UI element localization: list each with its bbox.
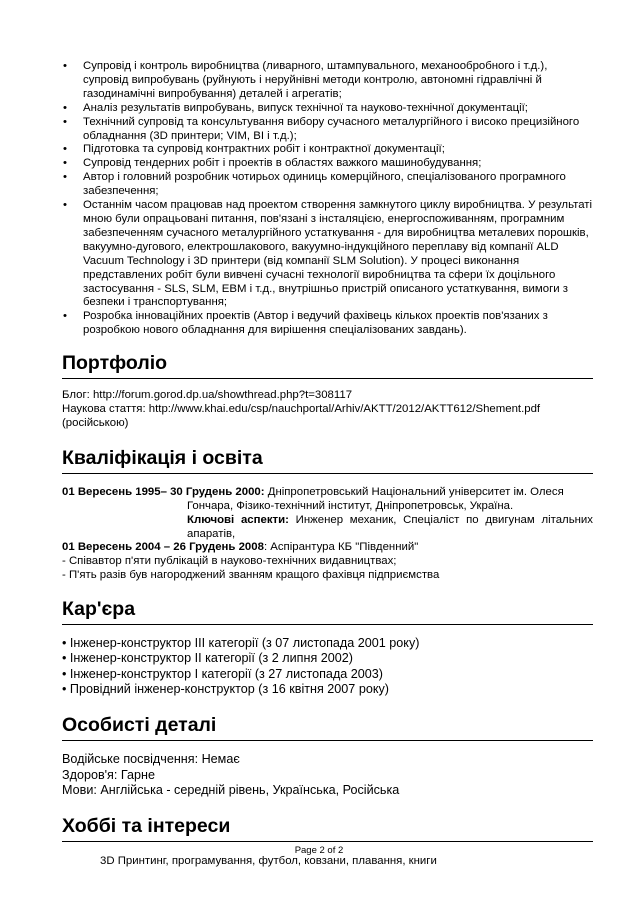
languages-line: Мови: Англійська - середній рівень, Українська, Російська bbox=[62, 782, 400, 797]
key-aspects: Ключові аспекти: Инженер механик, Спеціаліст по двигунам літальних апаратів, bbox=[187, 513, 593, 540]
note-publications: - Співавтор п'яти публікацій в науково-технічних видавництвах; bbox=[62, 555, 397, 568]
education-entry-1: 01 Вересень 1995– 30 Грудень 2000: Дніпропетровський Національний університет ім. Олеся bbox=[62, 485, 564, 498]
license-line: Водійське посвідчення: Немає bbox=[62, 752, 240, 767]
resume-page bbox=[62, 60, 593, 868]
list-item: • Інженер-конструктор I категорії (з 27 листопада 2003) bbox=[62, 666, 383, 681]
hobbies-text: 3D Принтинг, програмування, футбол, ковзани, плавання, книги bbox=[100, 855, 437, 868]
education-entry-1-cont: Гончара, Фізико-технічний інститут, Дніпропетровськ, Україна. bbox=[187, 499, 514, 512]
entry-dates: 01 Вересень 2004 – 26 Грудень 2008 bbox=[62, 541, 264, 554]
hobbies-heading: Хоббі та інтереси bbox=[62, 815, 593, 842]
list-item: • Автор і головний розробник чотирьох одиниць комерційного, спеціалізованого програмного забезпечення; bbox=[63, 171, 566, 198]
entry-dates: 01 Вересень 1995– 30 Грудень 2000: bbox=[62, 485, 265, 498]
list-item: • Технічний супровід та консультування вибору сучасного металургійного і високо прецизійного обладнання (3D принтери; VIM, BI і т.д.); bbox=[63, 115, 580, 142]
note-awards: - П'ять разів був нагороджений званням кращого фахівця підприємства bbox=[62, 569, 440, 582]
career-section bbox=[62, 598, 593, 697]
list-item: • Розробка інноваційних проектів (Автор і ведучий фахівець кількох проектів пов'язаних з розробкою нового обладнання для вирішення спеціалізованих завдань). bbox=[63, 310, 548, 337]
education-heading: Кваліфікація і освіта bbox=[62, 447, 593, 474]
portfolio-body bbox=[62, 389, 593, 431]
duties-list bbox=[62, 60, 593, 338]
list-item: • Супровід і контроль виробництва (ливарного, штампувального, механообробного і т.д.), супровід випробувань (руйнують і неруйнівні методи контролю, автономні гідравлічні й газодинамічні випробування) деталей і агрегатів; bbox=[63, 60, 548, 100]
education-body bbox=[62, 486, 593, 583]
list-item: • Підготовка та супровід контрактних робіт і контрактної документації; bbox=[63, 143, 445, 156]
article-link[interactable]: Наукова стаття: http://www.khai.edu/csp/nauchportal/Arhiv/AKTT/2012/AKTT612/Shement.pdf bbox=[62, 403, 541, 416]
page-number: Page 2 of 2 bbox=[294, 845, 344, 856]
personal-section bbox=[62, 714, 593, 798]
health-line: Здоров'я: Гарне bbox=[62, 767, 155, 782]
list-item: • Інженер-конструктор III категорії (з 07 листопада 2001 року) bbox=[62, 636, 420, 651]
hobbies-section bbox=[62, 815, 593, 868]
education-section bbox=[62, 447, 593, 583]
list-item: • Провідний інженер-конструктор (з 16 квітня 2007 року) bbox=[62, 682, 389, 697]
career-list bbox=[62, 636, 593, 697]
personal-body bbox=[62, 752, 593, 798]
article-note: (російською) bbox=[62, 416, 129, 429]
list-item: • Аналіз результатів випробувань, випуск технічної та науково-технічної документації; bbox=[63, 101, 528, 114]
list-item: • Останнім часом працював над проектом створення замкнутого циклу виробництва. У результаті мною були опрацьовані питання, пов'язані з інсталяцією, енергоспоживанням, програмним забезпеченням сучасного металургійного устаткування - для виробництва металевих порошків, вакуумно-дугового, електрошлакового, вакуумно-індукційного переплаву від компанії ALD Vacuum Technology і 3D принтери (від компанії SLM Solution). У процесі виконання представлених робіт були вивчені сучасні технології виробництва та сфери їх доцільного застосування - SLS, SLM, EBM і т.д., внутрішньо пристрій описаного устаткування, вимоги з безпеки і транспортування; bbox=[63, 199, 593, 309]
portfolio-heading: Портфоліо bbox=[62, 352, 593, 379]
education-entry-2: 01 Вересень 2004 – 26 Грудень 2008: Аспірантура КБ "Південний" bbox=[62, 541, 419, 554]
personal-heading: Особисті деталі bbox=[62, 714, 593, 741]
list-item: • Супровід тендерних робіт і проектів в областях важкого машинобудування; bbox=[63, 157, 482, 170]
list-item: • Інженер-конструктор II категорії (з 2 липня 2002) bbox=[62, 651, 353, 666]
blog-link[interactable]: Блог: http://forum.gorod.dp.ua/showthread.php?t=308117 bbox=[62, 389, 353, 402]
portfolio-section bbox=[62, 352, 593, 431]
career-heading: Кар'єра bbox=[62, 598, 593, 625]
